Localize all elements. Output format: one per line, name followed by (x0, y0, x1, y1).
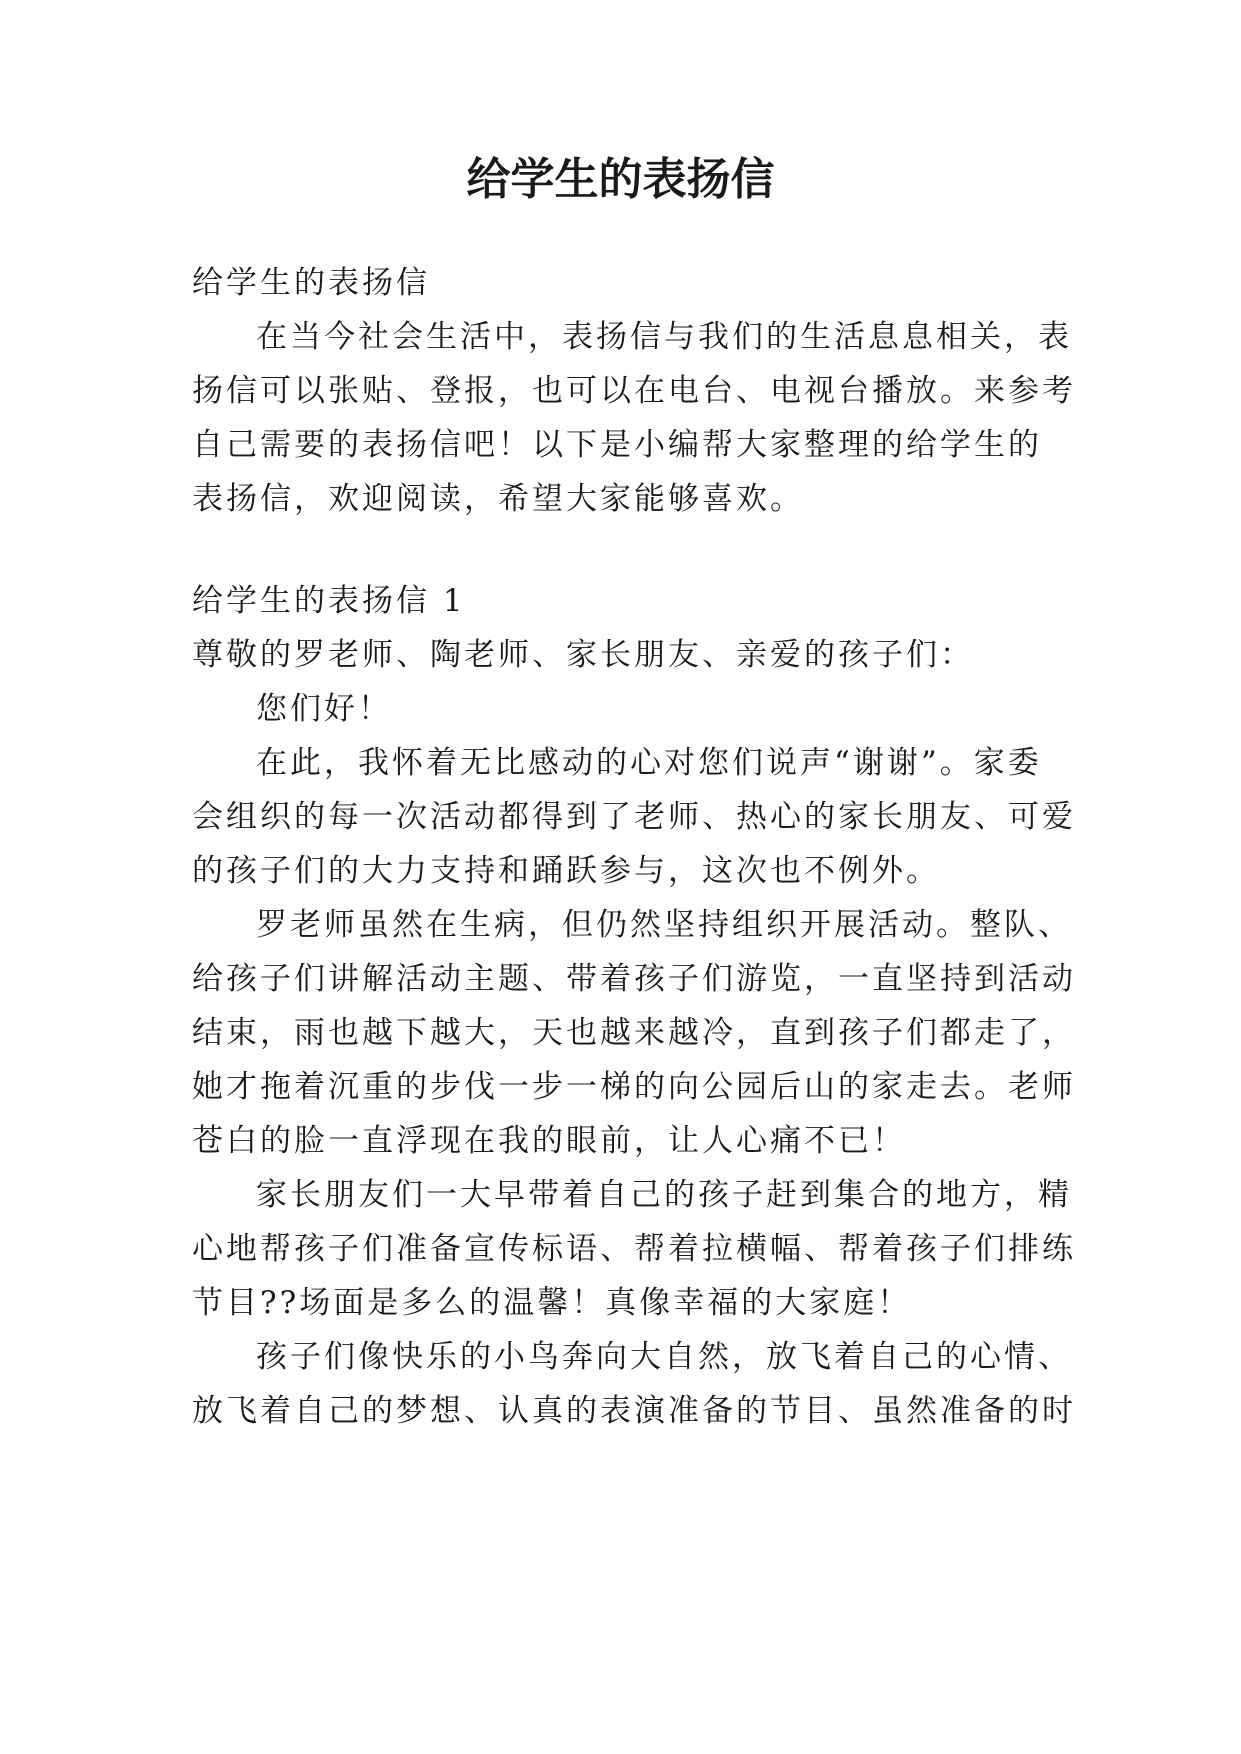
paragraph-line: 心地帮孩子们准备宣传标语、帮着拉横幅、帮着孩子们排练 (192, 1231, 1076, 1267)
paragraph-line: 会组织的每一次活动都得到了老师、热心的家长朋友、可爱 (192, 799, 1076, 835)
paragraph-line: 罗老师虽然在生病，但仍然坚持组织开展活动。整队、 (256, 907, 1072, 943)
paragraph-line: 苍白的脸一直浮现在我的眼前，让人心痛不已！ (192, 1123, 906, 1159)
paragraph-line: 扬信可以张贴、登报，也可以在电台、电视台播放。来参考 (192, 373, 1076, 409)
paragraph-line: 自己需要的表扬信吧！以下是小编帮大家整理的给学生的 (192, 427, 1042, 463)
paragraph-line: 放飞着自己的梦想、认真的表演准备的节目、虽然准备的时 (192, 1393, 1076, 1429)
paragraph-line: 家长朋友们一大早带着自己的孩子赶到集合的地方，精 (256, 1177, 1072, 1213)
paragraph-line: 节目??场面是多么的温馨！真像幸福的大家庭！ (192, 1285, 912, 1321)
intro-heading: 给学生的表扬信 (192, 265, 430, 301)
paragraph-line: 结束，雨也越下越大，天也越来越冷，直到孩子们都走了， (192, 1015, 1076, 1051)
paragraph-line: 表扬信，欢迎阅读，希望大家能够喜欢。 (192, 481, 804, 517)
document-title: 给学生的表扬信 (466, 154, 775, 205)
paragraph-line: 她才拖着沉重的步伐一步一梯的向公园后山的家走去。老师 (192, 1069, 1076, 1105)
paragraph-line: 给孩子们讲解活动主题、带着孩子们游览，一直坚持到活动 (192, 961, 1076, 997)
paragraph-line: 在此，我怀着无比感动的心对您们说声“谢谢”。家委 (256, 745, 1042, 781)
greeting: 您们好！ (256, 691, 392, 727)
paragraph-line: 的孩子们的大力支持和踊跃参与，这次也不例外。 (192, 853, 940, 889)
salutation: 尊敬的罗老师、陶老师、家长朋友、亲爱的孩子们： (192, 637, 974, 673)
paragraph-line: 在当今社会生活中，表扬信与我们的生活息息相关，表 (256, 319, 1072, 355)
paragraph-line: 孩子们像快乐的小鸟奔向大自然，放飞着自己的心情、 (256, 1339, 1072, 1375)
section-heading: 给学生的表扬信 1 (192, 583, 466, 619)
